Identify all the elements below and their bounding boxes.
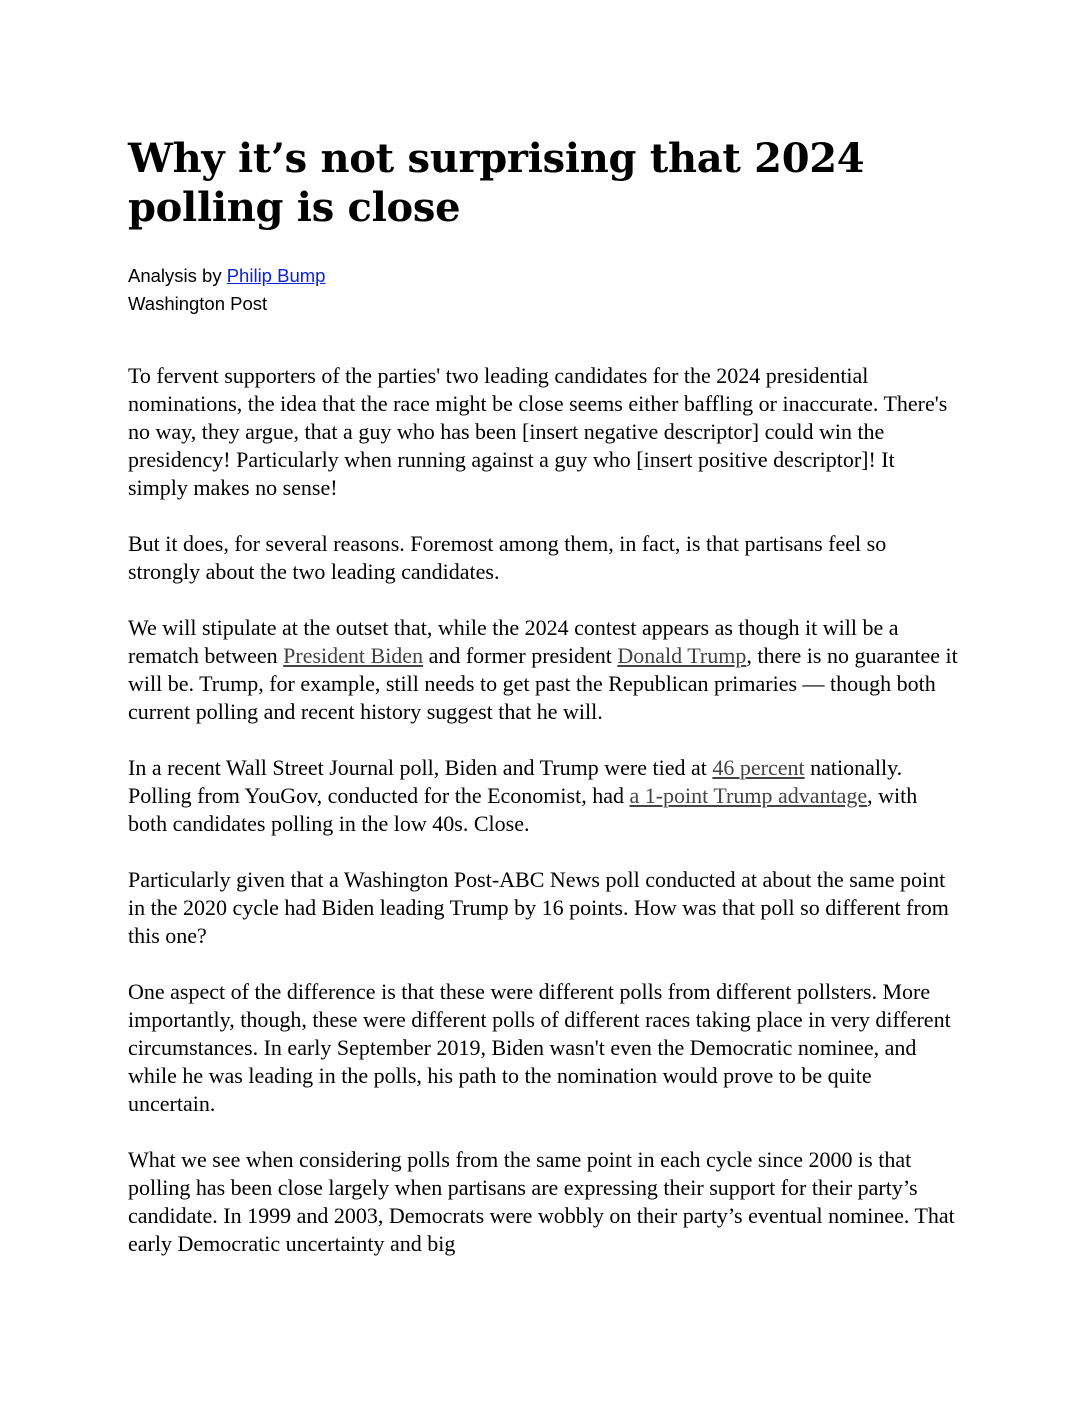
author-link[interactable]: Philip Bump	[226, 265, 326, 286]
byline	[128, 262, 958, 318]
paragraph-3-text-a: We will stipulate at the outset that, while the 2024 contest appears as though it will be a rematch between	[128, 615, 899, 668]
paragraph-4-text-b: nationally. Polling from YouGov, conducted for the Economist, had	[128, 755, 903, 808]
link-46-percent[interactable]: 46 percent	[712, 755, 805, 780]
paragraph-7: What we see when considering polls from the same point in each cycle since 2000 is that polling has been close largely when partisans are expressing their support for their party’s candidate. In 1999 and 2003, Democrats were wobbly on their party’s eventual nominee. That early Democratic uncertainty and big	[128, 1147, 955, 1256]
paragraph-2: But it does, for several reasons. Foremost among them, in fact, is that partisans feel so strongly about the two leading candidates.	[128, 531, 887, 584]
link-trump-advantage[interactable]: a 1-point Trump advantage	[629, 783, 868, 808]
article-body	[128, 362, 958, 1258]
byline-author-row	[128, 262, 958, 290]
paragraph-5: Particularly given that a Washington Post-ABC News poll conducted at about the same point in the 2020 cycle had Biden leading Trump by 16 points. How was that poll so different from this one?	[128, 867, 949, 948]
paragraph-4	[128, 754, 958, 838]
byline-prefix: Analysis by	[128, 265, 227, 286]
link-president-biden[interactable]: President Biden	[283, 643, 424, 668]
paragraph-4-text-a: In a recent Wall Street Journal poll, Biden and Trump were tied at	[128, 755, 713, 780]
paragraph-3	[128, 614, 958, 726]
paragraph-4-text-c: , with both candidates polling in the low 40s. Close.	[128, 783, 918, 836]
link-donald-trump[interactable]: Donald Trump	[617, 643, 747, 668]
publication-name: Washington Post	[128, 293, 268, 314]
paragraph-6: One aspect of the difference is that these were different polls from different pollsters. More importantly, though, these were different polls of different races taking place in very different circumstances. In early September 2019, Biden wasn't even the Democratic nominee, and while he was leading in the polls, his path to the nomination would prove to be quite uncertain.	[128, 979, 951, 1116]
article-title: Why it’s not surprising that 2024 polling is close	[128, 135, 865, 231]
paragraph-1: To fervent supporters of the parties' two leading candidates for the 2024 presidential nominations, the idea that the race might be close seems either baffling or inaccurate. There's no way, they argue, that a guy who has been [insert negative descriptor] could win the presidency! Particularly when running against a guy who [insert positive descriptor]! It simply makes no sense!	[128, 363, 948, 500]
paragraph-3-text-b: and former president	[423, 643, 618, 668]
paragraph-3-text-c: , there is no guarantee it will be. Trump, for example, still needs to get past the Republican primaries — though both current polling and recent history suggest that he will.	[128, 643, 958, 724]
document-page	[128, 134, 958, 1286]
